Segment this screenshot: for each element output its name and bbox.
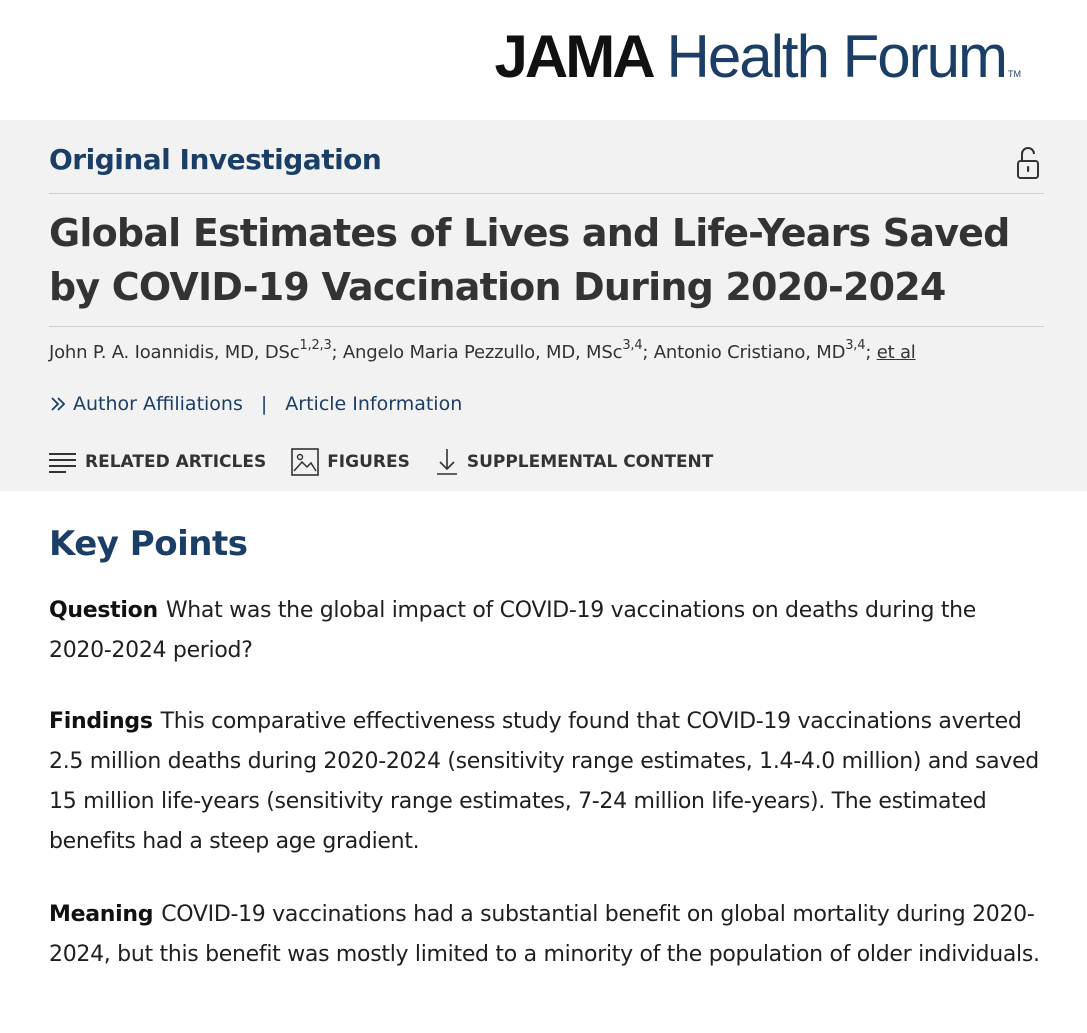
key-point-label: Findings [49, 709, 153, 734]
article-links [49, 393, 462, 415]
figures-button[interactable] [291, 448, 410, 476]
journal-header [0, 0, 1087, 120]
related-articles-button[interactable] [49, 450, 266, 474]
link-separator: | [260, 393, 268, 415]
article-information-link[interactable]: Article Information [285, 393, 463, 415]
divider [49, 326, 1044, 327]
author-list: John P. A. Ioannidis, MD, DSc$^{1,2,3}$; Angelo Maria Pezzullo, MD, MSc$^{3,4}$; Antonio Cristiano, MD$^{3,4}$; et al [49, 338, 916, 363]
unlocked-icon[interactable] [1014, 146, 1042, 180]
key-point-question [49, 591, 1044, 671]
logo-health-forum: Health Forum [666, 23, 1006, 90]
supplemental-content-button[interactable] [435, 448, 714, 476]
author-name: Angelo Maria Pezzullo, MD, MSc [342, 342, 623, 363]
related-articles-label: RELATED ARTICLES [85, 452, 267, 472]
supplemental-content-label: SUPPLEMENTAL CONTENT [466, 452, 714, 472]
article-title: Global Estimates of Lives and Life-Years Saved by COVID-19 Vaccination During 2020-2024 [49, 211, 1010, 309]
key-points-heading: Key Points [49, 524, 248, 564]
key-point-label: Meaning [49, 902, 154, 927]
divider [49, 193, 1044, 194]
key-point-findings [49, 702, 1044, 862]
image-icon [291, 448, 319, 476]
article-type: Original Investigation [49, 143, 382, 176]
affiliation-marker: 3,4 [622, 338, 643, 353]
author-name: John P. A. Ioannidis, MD, DSc [49, 342, 300, 363]
affiliation-marker: 3,4 [845, 338, 866, 353]
logo-jama: JAMA [494, 23, 653, 90]
trademark-mark: TM [1008, 69, 1021, 79]
key-point-label: Question [49, 598, 158, 623]
key-point-text: What was the global impact of COVID-19 vaccinations on deaths during the 2020-2024 period? [49, 598, 977, 663]
double-chevron-right-icon [49, 395, 67, 413]
affiliation-marker: 1,2,3 [299, 338, 332, 353]
key-point-text: This comparative effectiveness study found that COVID-19 vaccinations averted 2.5 million deaths during 2020-2024 (sensitivity range estimates, 1.4-4.0 million) and saved 15 million life-years (sensitivity range estimates, 7-24 million life-years). The estimated benefits had a steep age gradient. [49, 709, 1039, 854]
journal-logo[interactable] [495, 22, 1021, 109]
figures-label: FIGURES [327, 452, 410, 472]
key-point-meaning [49, 895, 1044, 975]
author-affiliations-link[interactable]: Author Affiliations [73, 393, 243, 415]
et-al-link[interactable]: et al [876, 342, 916, 363]
author-name: Antonio Cristiano, MD [653, 342, 846, 363]
download-arrow-icon [435, 448, 459, 476]
list-icon [49, 450, 77, 474]
article-tools [49, 448, 713, 476]
key-point-text: COVID-19 vaccinations had a substantial benefit on global mortality during 2020-2024, but this benefit was mostly limited to a minority of the population of older individuals. [49, 902, 1040, 967]
